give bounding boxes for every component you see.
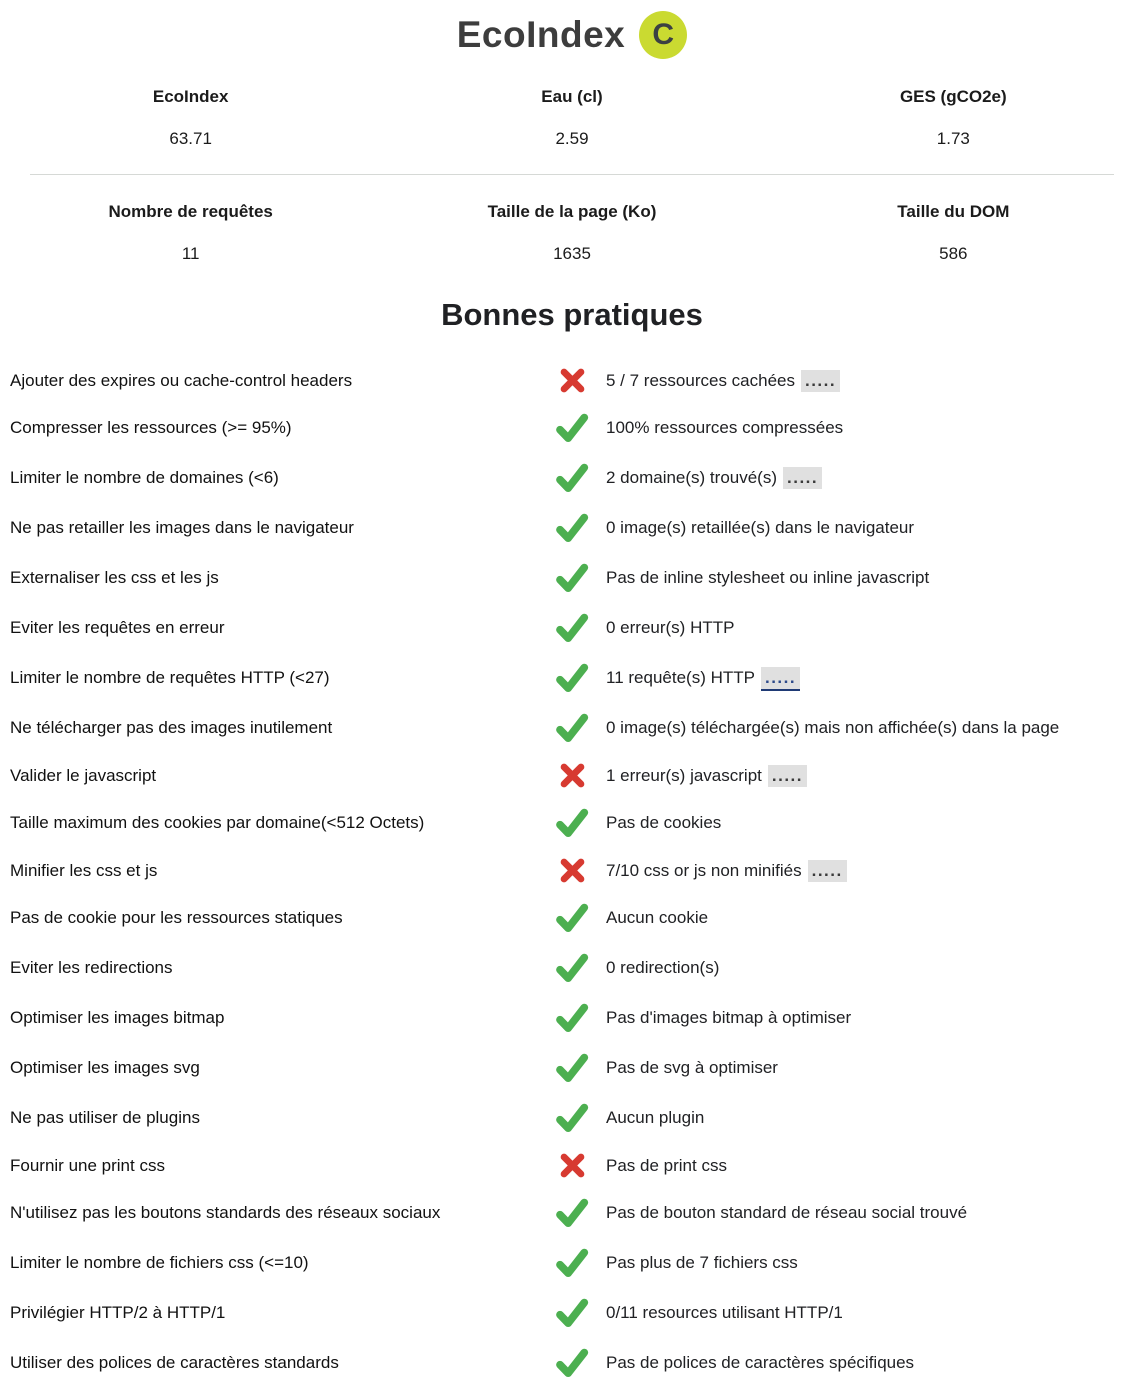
practice-label: Optimiser les images svg: [10, 1058, 200, 1077]
more-details-link[interactable]: .....: [761, 667, 800, 691]
check-icon: [538, 611, 606, 645]
metric-value: 2.59: [555, 129, 589, 148]
check-icon: [538, 411, 606, 445]
practice-row: [10, 753, 1134, 798]
practice-row: [10, 993, 1134, 1043]
practice-row: [10, 1093, 1134, 1143]
check-icon: [538, 901, 606, 935]
practice-result: Aucun plugin: [606, 1108, 705, 1127]
practice-result: Pas de cookies: [606, 813, 722, 832]
practice-row: [10, 603, 1134, 653]
more-details-link[interactable]: .....: [768, 765, 807, 787]
practice-result: Pas de inline stylesheet ou inline javascript: [606, 568, 930, 587]
practice-label: Eviter les requêtes en erreur: [10, 618, 225, 637]
practice-row: [10, 1238, 1134, 1288]
best-practices-list: [0, 358, 1144, 1388]
metric-value: 1635: [553, 244, 591, 263]
metric-label: GES (gCO2e): [899, 87, 1007, 106]
metric-ecoindex: [0, 76, 381, 160]
practice-result: Pas de bouton standard de réseau social trouvé: [606, 1203, 968, 1222]
practice-result: 7/10 css or js non minifiés: [606, 860, 802, 880]
practice-result: Aucun cookie: [606, 908, 709, 927]
metrics-row-2: [0, 191, 1144, 275]
page-title: EcoIndex: [456, 14, 626, 55]
practice-result: 0/11 resources utilisant HTTP/1: [606, 1303, 843, 1322]
metric-label: EcoIndex: [152, 87, 229, 106]
practice-result: 1 erreur(s) javascript: [606, 765, 762, 785]
metrics-row-1: [0, 76, 1144, 160]
practice-result: Pas plus de 7 fichiers css: [606, 1253, 798, 1272]
metric-label: Taille du DOM: [897, 202, 1010, 221]
check-icon: [538, 511, 606, 545]
practice-result: Pas de polices de caractères spécifiques: [606, 1353, 915, 1372]
practice-row: [10, 703, 1134, 753]
practice-row: [10, 653, 1134, 703]
best-practices-title: Bonnes pratiques: [441, 297, 703, 332]
metric-page-size: [381, 191, 762, 275]
check-icon: [538, 1051, 606, 1085]
metric-ges: [763, 76, 1144, 160]
metric-label: Taille de la page (Ko): [487, 202, 657, 221]
practice-row: [10, 1043, 1134, 1093]
metric-label: Eau (cl): [541, 87, 603, 106]
practice-row: [10, 1188, 1134, 1238]
cross-icon: [538, 761, 606, 790]
metric-value: 586: [939, 244, 968, 263]
practice-label: Ajouter des expires ou cache-control headers: [10, 370, 353, 390]
practice-label: Ne télécharger pas des images inutilement: [10, 718, 333, 737]
practice-label: Utiliser des polices de caractères standards: [10, 1353, 339, 1372]
practice-row: [10, 848, 1134, 893]
more-details-link[interactable]: .....: [783, 467, 822, 489]
practice-row: [10, 1143, 1134, 1188]
practice-result: 11 requête(s) HTTP: [606, 668, 755, 687]
practice-result: 100% ressources compressées: [606, 418, 844, 437]
more-details-link[interactable]: .....: [808, 860, 847, 882]
more-details-link[interactable]: .....: [801, 370, 840, 392]
metric-label: Nombre de requêtes: [108, 202, 273, 221]
metric-dom-size: [763, 191, 1144, 275]
practice-label: Pas de cookie pour les ressources statiques: [10, 908, 343, 927]
practice-result: Pas d'images bitmap à optimiser: [606, 1008, 852, 1027]
practice-result: Pas de svg à optimiser: [606, 1058, 778, 1077]
practice-label: Compresser les ressources (>= 95%): [10, 418, 292, 437]
practice-label: Limiter le nombre de domaines (<6): [10, 468, 279, 487]
check-icon: [538, 1101, 606, 1135]
practice-label: Valider le javascript: [10, 765, 157, 785]
cross-icon: [538, 366, 606, 395]
practice-label: Externaliser les css et les js: [10, 568, 219, 587]
metric-requests: [0, 191, 381, 275]
check-icon: [538, 711, 606, 745]
practice-row: [10, 1338, 1134, 1388]
check-icon: [538, 951, 606, 985]
practice-label: Taille maximum des cookies par domaine(<512 Octets): [10, 813, 425, 832]
practice-result: 0 image(s) téléchargée(s) mais non affichée(s) dans la page: [606, 718, 1060, 737]
practice-row: [10, 553, 1134, 603]
practice-label: N'utilisez pas les boutons standards des réseaux sociaux: [10, 1203, 441, 1222]
practice-label: Limiter le nombre de requêtes HTTP (<27): [10, 668, 330, 687]
practice-label: Ne pas retailler les images dans le navigateur: [10, 518, 354, 537]
ecoindex-grade-badge: C: [639, 11, 687, 59]
check-icon: [538, 1001, 606, 1035]
practice-row: [10, 503, 1134, 553]
practice-label: Privilégier HTTP/2 à HTTP/1: [10, 1303, 226, 1322]
metric-value: 63.71: [169, 129, 212, 148]
practice-row: [10, 798, 1134, 848]
check-icon: [538, 1296, 606, 1330]
check-icon: [538, 806, 606, 840]
metric-eau: [381, 76, 762, 160]
check-icon: [538, 1346, 606, 1380]
practice-label: Eviter les redirections: [10, 958, 173, 977]
practice-result: 0 erreur(s) HTTP: [606, 618, 735, 637]
practice-row: [10, 1288, 1134, 1338]
practice-row: [10, 403, 1134, 453]
divider: [30, 174, 1114, 175]
cross-icon: [538, 1151, 606, 1180]
practice-row: [10, 358, 1134, 403]
practice-result: 0 redirection(s): [606, 958, 720, 977]
metric-value: 11: [181, 244, 200, 263]
practice-label: Ne pas utiliser de plugins: [10, 1108, 200, 1127]
practice-result: Pas de print css: [606, 1155, 727, 1175]
practice-label: Minifier les css et js: [10, 860, 158, 880]
app-header: [0, 10, 1144, 60]
check-icon: [538, 661, 606, 695]
check-icon: [538, 461, 606, 495]
check-icon: [538, 561, 606, 595]
practice-row: [10, 453, 1134, 503]
practice-row: [10, 893, 1134, 943]
practice-result: 2 domaine(s) trouvé(s): [606, 468, 778, 487]
check-icon: [538, 1196, 606, 1230]
practice-label: Fournir une print css: [10, 1155, 165, 1175]
practice-label: Limiter le nombre de fichiers css (<=10): [10, 1253, 309, 1272]
check-icon: [538, 1246, 606, 1280]
practice-label: Optimiser les images bitmap: [10, 1008, 225, 1027]
practice-row: [10, 943, 1134, 993]
practice-result: 5 / 7 ressources cachées: [606, 370, 795, 390]
metric-value: 1.73: [936, 129, 970, 148]
cross-icon: [538, 856, 606, 885]
practice-result: 0 image(s) retaillée(s) dans le navigateur: [606, 518, 915, 537]
